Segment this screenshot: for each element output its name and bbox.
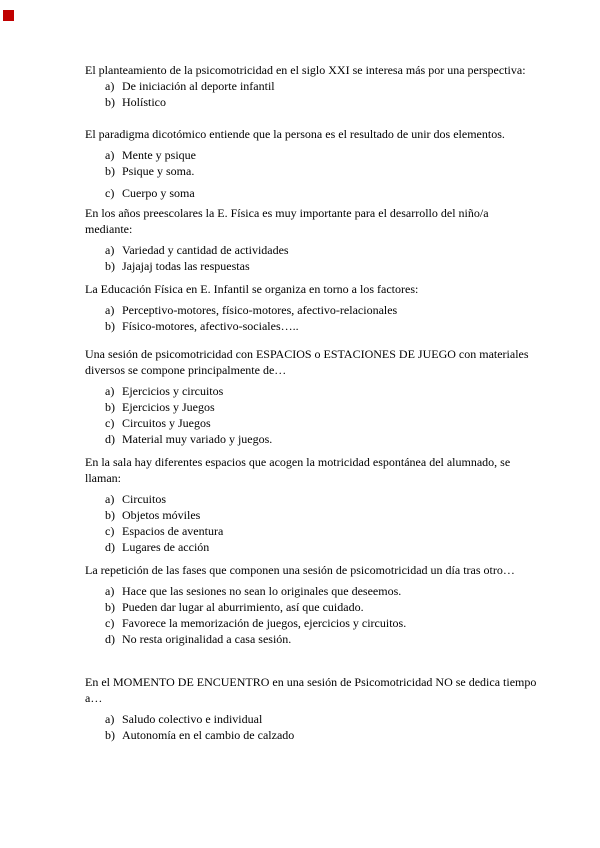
option-text: Ejercicios y circuitos bbox=[122, 384, 224, 398]
option-text: Hace que las sesiones no sean lo originales que deseemos. bbox=[122, 584, 402, 598]
question-stem: El paradigma dicotómico entiende que la persona es el resultado de unir dos elementos. bbox=[85, 127, 505, 141]
answer-option bbox=[105, 258, 538, 274]
answer-option bbox=[105, 185, 538, 201]
option-text: Físico-motores, afectivo-sociales….. bbox=[122, 319, 299, 333]
answer-option bbox=[105, 523, 538, 539]
option-text: Material muy variado y juegos. bbox=[122, 432, 273, 446]
options-list bbox=[85, 78, 538, 110]
option-letter: b) bbox=[105, 600, 115, 614]
option-text: Holístico bbox=[122, 95, 166, 109]
option-text: Circuitos y Juegos bbox=[122, 416, 211, 430]
answer-option bbox=[105, 383, 538, 399]
options-list bbox=[85, 383, 538, 447]
option-letter: b) bbox=[105, 508, 115, 522]
question-stem: La Educación Física en E. Infantil se organiza en torno a los factores: bbox=[85, 282, 419, 296]
question-block bbox=[85, 126, 538, 201]
answer-option bbox=[105, 599, 538, 615]
option-text: Ejercicios y Juegos bbox=[122, 400, 215, 414]
answer-option bbox=[105, 415, 538, 431]
question-block bbox=[85, 674, 538, 743]
question-block bbox=[85, 346, 538, 447]
option-text: De iniciación al deporte infantil bbox=[122, 79, 275, 93]
question-block bbox=[85, 62, 538, 110]
option-letter: c) bbox=[105, 616, 115, 630]
option-text: Autonomía en el cambio de calzado bbox=[122, 728, 295, 742]
options-list bbox=[85, 583, 538, 647]
option-letter: a) bbox=[105, 584, 115, 598]
option-letter: c) bbox=[105, 416, 115, 430]
answer-option bbox=[105, 318, 538, 334]
option-letter: a) bbox=[105, 79, 115, 93]
option-letter: a) bbox=[105, 712, 115, 726]
answer-option bbox=[105, 431, 538, 447]
question-stem: Una sesión de psicomotricidad con ESPACIOS o ESTACIONES DE JUEGO con materiales diversos se compone principalmente de… bbox=[85, 347, 529, 377]
question-block bbox=[85, 205, 538, 274]
options-list bbox=[85, 147, 538, 201]
question-stem: En la sala hay diferentes espacios que acogen la motricidad espontánea del alumnado, se llaman: bbox=[85, 455, 511, 485]
question-block bbox=[85, 281, 538, 334]
option-text: Saludo colectivo e individual bbox=[122, 712, 263, 726]
option-letter: b) bbox=[105, 95, 115, 109]
options-list bbox=[85, 242, 538, 274]
option-text: Psique y soma. bbox=[122, 164, 195, 178]
options-list bbox=[85, 302, 538, 334]
option-text: Objetos móviles bbox=[122, 508, 201, 522]
question-stem: En los años preescolares la E. Física es muy importante para el desarrollo del niño/a mediante: bbox=[85, 206, 489, 236]
option-letter: a) bbox=[105, 492, 115, 506]
option-letter: d) bbox=[105, 632, 115, 646]
answer-option bbox=[105, 94, 538, 110]
red-square-marker bbox=[3, 10, 14, 21]
question-stem: En el MOMENTO DE ENCUENTRO en una sesión de Psicomotricidad NO se dedica tiempo a… bbox=[85, 675, 537, 705]
option-letter: c) bbox=[105, 186, 115, 200]
option-text: Variedad y cantidad de actividades bbox=[122, 243, 289, 257]
answer-option bbox=[105, 631, 538, 647]
option-letter: a) bbox=[105, 384, 115, 398]
answer-option bbox=[105, 147, 538, 163]
answer-option bbox=[105, 242, 538, 258]
option-letter: c) bbox=[105, 524, 115, 538]
answer-option bbox=[105, 491, 538, 507]
answer-option bbox=[105, 727, 538, 743]
answer-option bbox=[105, 583, 538, 599]
option-letter: d) bbox=[105, 432, 115, 446]
answer-option bbox=[105, 539, 538, 555]
option-letter: b) bbox=[105, 259, 115, 273]
option-text: Perceptivo-motores, físico-motores, afectivo-relacionales bbox=[122, 303, 398, 317]
answer-option bbox=[105, 78, 538, 94]
answer-option bbox=[105, 302, 538, 318]
option-letter: a) bbox=[105, 148, 115, 162]
option-letter: a) bbox=[105, 243, 115, 257]
answer-option bbox=[105, 163, 538, 179]
option-letter: d) bbox=[105, 540, 115, 554]
option-letter: b) bbox=[105, 400, 115, 414]
option-letter: a) bbox=[105, 303, 115, 317]
option-text: Favorece la memorización de juegos, ejercicios y circuitos. bbox=[122, 616, 407, 630]
question-stem: El planteamiento de la psicomotricidad en el siglo XXI se interesa más por una perspectiva: bbox=[85, 63, 526, 77]
answer-option bbox=[105, 507, 538, 523]
option-text: Pueden dar lugar al aburrimiento, así que cuidado. bbox=[122, 600, 364, 614]
option-text: Lugares de acción bbox=[122, 540, 210, 554]
options-list bbox=[85, 711, 538, 743]
question-block bbox=[85, 454, 538, 555]
option-text: No resta originalidad a casa sesión. bbox=[122, 632, 292, 646]
option-text: Mente y psique bbox=[122, 148, 196, 162]
option-text: Espacios de aventura bbox=[122, 524, 224, 538]
answer-option bbox=[105, 399, 538, 415]
question-block bbox=[85, 562, 538, 647]
answer-option bbox=[105, 615, 538, 631]
question-stem: La repetición de las fases que componen una sesión de psicomotricidad un día tras otro… bbox=[85, 563, 515, 577]
options-list bbox=[85, 491, 538, 555]
option-text: Cuerpo y soma bbox=[122, 186, 195, 200]
answer-option bbox=[105, 711, 538, 727]
option-text: Jajajaj todas las respuestas bbox=[122, 259, 250, 273]
option-letter: b) bbox=[105, 728, 115, 742]
option-letter: b) bbox=[105, 164, 115, 178]
option-letter: b) bbox=[105, 319, 115, 333]
option-text: Circuitos bbox=[122, 492, 166, 506]
